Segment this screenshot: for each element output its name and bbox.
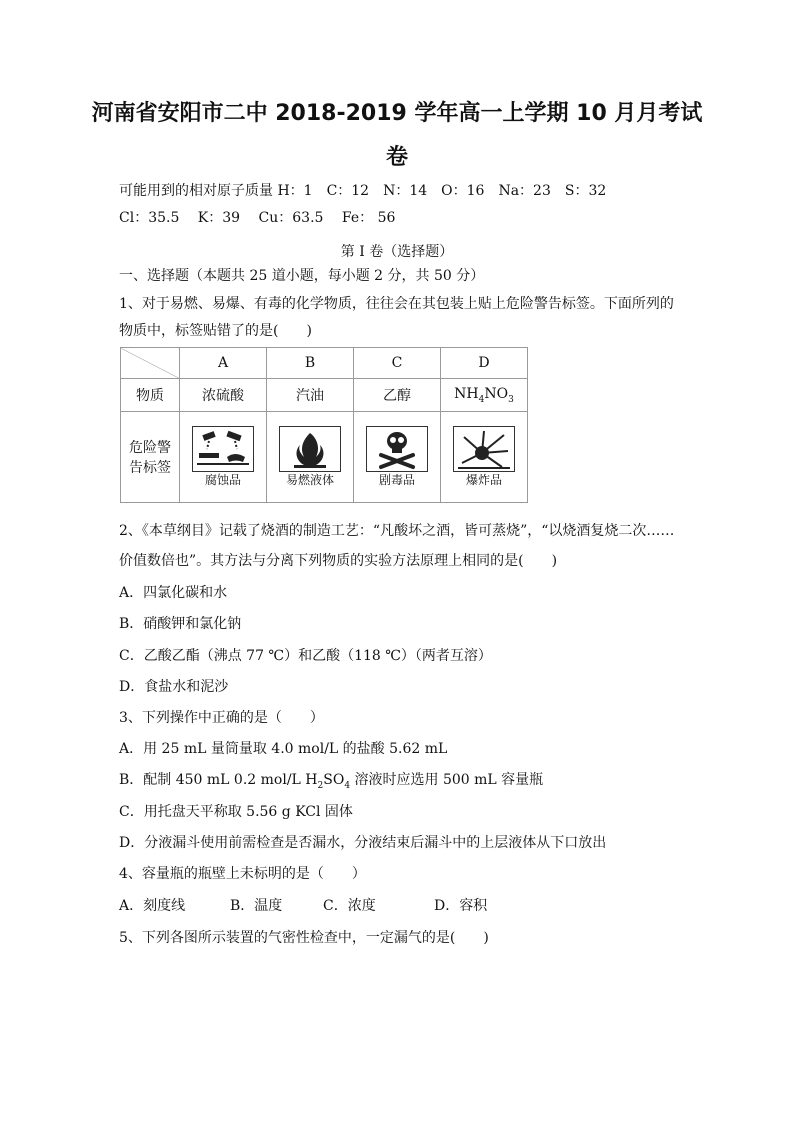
question-3-option-d: D．分液漏斗使用前需检查是否漏水，分液结束后漏斗中的上层液体从下口放出 [119, 835, 607, 851]
table-header-c: C [354, 348, 441, 379]
question-4-stem: 4、容量瓶的瓶壁上未标明的是（ ） [119, 866, 366, 882]
table-header-d: D [441, 348, 528, 379]
atomic-mass-line-2: Cl：35.5 K：39 Cu：63.5 Fe： 56 [119, 210, 396, 226]
question-3-option-b: B．配制 450 mL 0.2 mol/L $H_2SO_4$ 溶液时应选用 500 mL 容量瓶 [119, 772, 544, 791]
table-corner-cell [121, 348, 180, 379]
row-label-substance: 物质 [121, 379, 180, 412]
question-4-option-d: D．容积 [434, 898, 488, 914]
explosion-icon [453, 426, 515, 472]
section-heading: 一、选择题（本题共 25 道小题，每小题 2 分，共 50 分） [119, 268, 485, 284]
question-4-option-b: B．温度 [230, 898, 283, 914]
question-1-line-2: 物质中，标签贴错了的是( ) [119, 323, 312, 339]
question-2-line-1: 2、《本草纲目》记载了烧酒的制造工艺：“凡酸坏之酒，皆可蒸烧”，“以烧酒复烧二次…… [119, 523, 675, 539]
row-label-hazard: 危险警 告标签 [121, 412, 180, 503]
page-title: 河南省安阳市二中 2018-2019 学年高一上学期 10 月月考试 [91, 101, 703, 126]
question-3-stem: 3、下列操作中正确的是（ ） [119, 710, 324, 726]
flame-icon [279, 426, 341, 472]
question-4-option-c: C．浓度 [323, 898, 376, 914]
substance-b: 汽油 [267, 379, 354, 412]
question-4-option-a: A．刻度线 [119, 898, 186, 914]
volume-title: 第 I 卷（选择题） [340, 244, 454, 260]
table-header-a: A [180, 348, 267, 379]
question-2-option-b: B．硝酸钾和氯化钠 [119, 616, 242, 632]
question-5-stem: 5、下列各图所示装置的气密性检查中，一定漏气的是( ) [119, 930, 489, 946]
corrosive-icon [192, 426, 254, 472]
label-caption-c: 剧毒品 [378, 473, 415, 488]
label-caption-b: 易燃液体 [285, 473, 334, 488]
question-2-line-2: 价值数倍也”。其方法与分离下列物质的实验方法原理上相同的是( ) [119, 553, 558, 569]
label-cell-b [267, 412, 354, 503]
question-2-option-a: A．四氯化碳和水 [119, 585, 228, 601]
question-1-line-1: 1、对于易燃、易爆、有毒的化学物质，往往会在其包装上贴上危险警告标签。下面所列的 [119, 296, 674, 312]
skull-crossbones-icon [366, 426, 428, 472]
atomic-mass-line-1: 可能用到的相对原子质量 H：1 C：12 N：14 O：16 Na：23 S：32 [119, 183, 607, 199]
question-2-option-d: D．食盐水和泥沙 [119, 679, 229, 695]
substance-a: 浓硫酸 [180, 379, 267, 412]
hazard-label-table [120, 347, 528, 503]
label-cell-a [180, 412, 267, 503]
page-title-continued: 卷 [385, 145, 408, 170]
label-cell-d [441, 412, 528, 503]
substance-c: 乙醇 [354, 379, 441, 412]
question-3-option-a: A．用 25 mL 量筒量取 4.0 mol/L 的盐酸 5.62 mL [119, 741, 448, 757]
label-cell-c [354, 412, 441, 503]
label-caption-a: 腐蚀品 [204, 473, 241, 488]
question-2-option-c: C．乙酸乙酯（沸点 77 ℃）和乙酸（118 ℃）（两者互溶） [119, 648, 492, 664]
table-header-b: B [267, 348, 354, 379]
label-caption-d: 爆炸品 [465, 473, 502, 488]
substance-d: $NH_4NO_3$ [441, 379, 528, 412]
question-3-option-c: C．用托盘天平称取 5.56 g KCl 固体 [119, 804, 353, 820]
